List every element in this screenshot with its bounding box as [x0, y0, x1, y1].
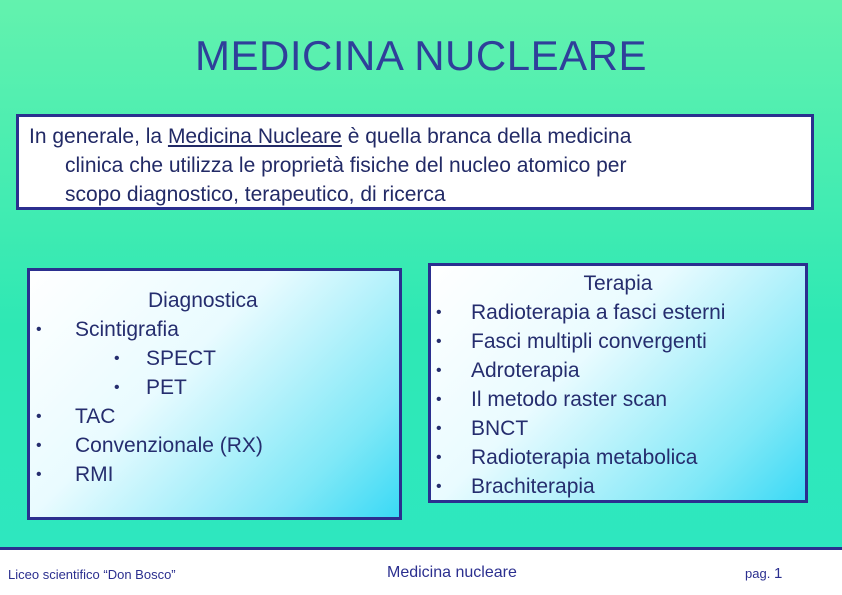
bullet-icon: •: [436, 391, 442, 408]
intro-line3: scopo diagnostico, terapeutico, di ricerca: [65, 183, 446, 206]
footer-title: Medicina nucleare: [387, 564, 517, 581]
list-subitem-label: SPECT: [146, 347, 217, 370]
intro-box: [16, 114, 814, 210]
list-item-label: TAC: [75, 405, 116, 428]
list-item-label: RMI: [75, 463, 114, 486]
list-item: [431, 356, 805, 385]
bullet-icon: •: [436, 478, 442, 495]
intro-prefix: In generale, la: [29, 125, 168, 148]
list-item-label: Radioterapia a fasci esterni: [471, 301, 726, 324]
page-label: pag.: [745, 566, 771, 581]
bullet-icon: •: [114, 379, 120, 396]
list-item-label: Radioterapia metabolica: [471, 446, 698, 469]
list-item-label: Scintigrafia: [75, 318, 179, 341]
list-item: [30, 402, 399, 431]
page-number: [745, 565, 782, 582]
bullet-icon: •: [36, 466, 42, 483]
list-item-label: Convenzionale (RX): [75, 434, 263, 457]
terapia-heading: Terapia: [583, 272, 653, 295]
bullet-icon: •: [36, 437, 42, 454]
list-item-label: Adroterapia: [471, 359, 580, 382]
footer: [0, 547, 842, 595]
terapia-box: [428, 263, 808, 503]
bullet-icon: •: [114, 350, 120, 367]
list-item: [431, 472, 805, 501]
list-item: [431, 327, 805, 356]
list-item: [431, 298, 805, 327]
list-item: [431, 414, 805, 443]
page-number-value: 1: [773, 565, 783, 582]
list-item: [30, 431, 399, 460]
intro-line2: clinica che utilizza le proprietà fisiche del nucleo atomico per: [65, 154, 627, 177]
list-item: [431, 443, 805, 472]
list-item-label: BNCT: [471, 417, 529, 440]
bullet-icon: •: [36, 408, 42, 425]
bullet-icon: •: [436, 420, 442, 437]
diagnostica-box: [27, 268, 402, 520]
bullet-icon: •: [436, 362, 442, 379]
footer-school: Liceo scientifico “Don Bosco”: [8, 567, 176, 582]
list-item-label: Brachiterapia: [471, 475, 595, 498]
bullet-icon: •: [436, 449, 442, 466]
bullet-icon: •: [436, 304, 442, 321]
list-item: [30, 460, 399, 489]
page-title: MEDICINA NUCLEARE: [195, 32, 647, 79]
bullet-icon: •: [436, 333, 442, 350]
list-subitem-label: PET: [146, 376, 187, 399]
list-item: [431, 385, 805, 414]
bullet-icon: •: [36, 321, 42, 338]
list-subitem: [30, 373, 399, 402]
list-item-label: Il metodo raster scan: [471, 388, 668, 411]
intro-term: Medicina Nucleare: [167, 125, 342, 148]
diagnostica-heading: Diagnostica: [148, 289, 258, 312]
list-item: [30, 315, 399, 344]
list-subitem: [30, 344, 399, 373]
intro-line1-rest: è quella branca della medicina: [341, 125, 632, 148]
list-item-label: Fasci multipli convergenti: [471, 330, 707, 353]
